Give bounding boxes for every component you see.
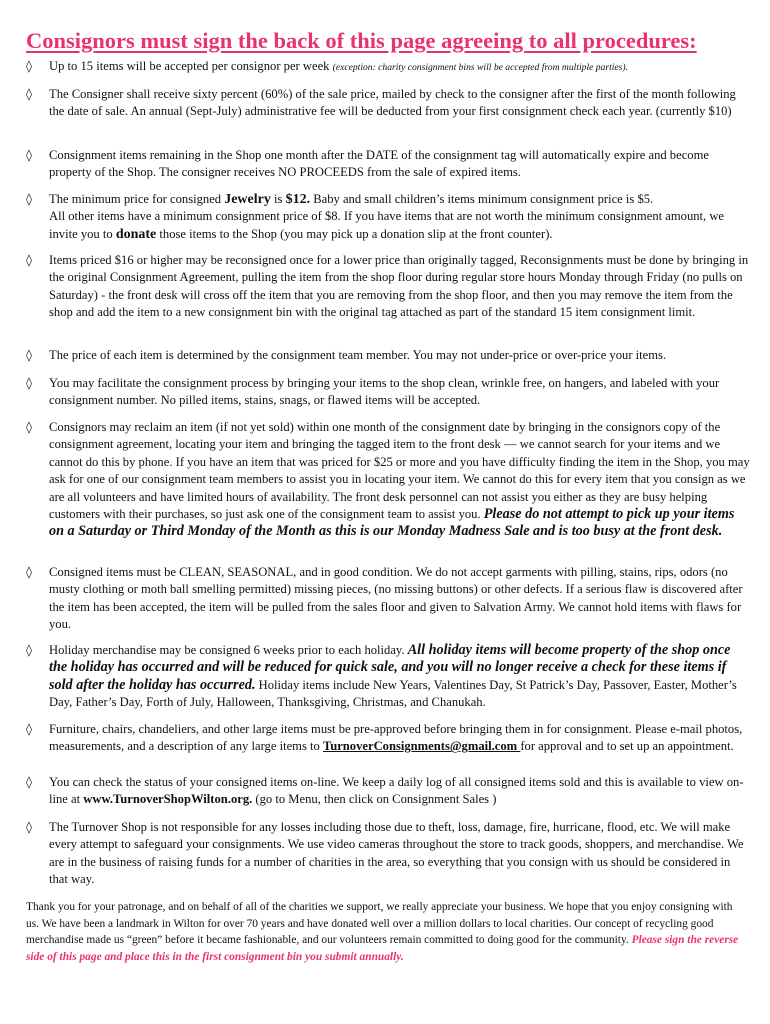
- diamond-bullet-icon: ◊: [26, 348, 32, 362]
- procedure-text: Furniture, chairs, chandeliers, and other large items must be pre-approved before bringing them in for consignment. Please e-mail photos, measurements, and a description of any large items to TurnoverConsignments@gmail.com for approval and to set up an appointment.: [49, 722, 743, 754]
- thank-you-footer: Thank you for your patronage, and on behalf of all of the charities we support, we really appreciate your business. We hope that you enjoy consigning with us. We have been a landmark in Wilton for over 70 years and have donated well over a million dollars to local charities. Our concept of recycling good merchandise made us “green” before it became fashionable, and our volunteers remain committed to doing good for the community. Please sign the reverse side of this page and place this in the first consignment bin you submit annually.: [26, 901, 739, 963]
- procedure-item-online-status: [26, 774, 752, 809]
- procedure-text: Items priced $16 or higher may be reconsigned once for a lower price than originally tagged, Reconsignments must be done by bringing in the original Consignment Agreement, pulling the item from the shop floor during regular store hours Monday through Friday (no pulls on Saturday) - the front desk will cross off the item that you are removing from the shop floor, and then you may remove the item from the shop and add the item to a new consignment bin with the original tag attached as part of the standard 15 item consignment limit.: [49, 253, 749, 320]
- procedure-text: The Turnover Shop is not responsible for any losses including those due to theft, loss, damage, fire, hurricane, flood, etc. We will make every attempt to safeguard your consignments. We use video cameras throughout the store to track goods, shoppers, and merchandise. We are in the business of raising funds for a number of charities in the area, so everything that you consign with us should be considered in that way.: [49, 820, 744, 887]
- procedure-item-large-items: [26, 721, 752, 756]
- diamond-bullet-icon: ◊: [26, 376, 32, 390]
- procedure-text: The Consigner shall receive sixty percent (60%) of the sale price, mailed by check to the consigner after the first of the month following the date of sale. An annual (Sept-July) administrative fee will be deducted from your first consignment check each year. (currently $10): [49, 87, 736, 119]
- procedure-item-pricing: [26, 347, 752, 364]
- procedure-item-liability: [26, 819, 752, 889]
- diamond-bullet-icon: ◊: [26, 192, 32, 206]
- procedure-item-preparation: [26, 375, 752, 410]
- exception-note: (exception: charity consignment bins will be accepted from multiple parties).: [332, 62, 629, 73]
- diamond-bullet-icon: ◊: [26, 420, 32, 434]
- diamond-bullet-icon: ◊: [26, 820, 32, 834]
- procedure-text: Consigned items must be CLEAN, SEASONAL, and in good condition. We do not accept garments with pilling, stains, rips, odors (no musty clothing or moth ball smelling permitted) missing pieces, (no missing buttons) or other defects. If a serious flaw is discovered after the item has been accepted, the item will be pulled from the sales floor and given to Salvation Army. We cannot hold items with flaws for you.: [49, 565, 743, 632]
- procedure-text: Up to 15 items will be accepted per consignor per week (exception: charity consignment bins will be accepted from multiple parties).: [49, 59, 629, 73]
- procedure-text: Holiday merchandise may be consigned 6 weeks prior to each holiday. All holiday items will become property of the shop once the holiday has occurred and will be reduced for quick sale, and you will no longer receive a check for these items if sold after the holiday has occurred. Holiday items include New Years, Valentines Day, St Patrick’s Day, Passover, Easter, Mother’s Day, Father’s Day, Forth of July, Halloween, Thanksgiving, Christmas, and Chanukah.: [49, 642, 737, 710]
- procedure-item-weekly-limit: [26, 58, 752, 76]
- consignment-email-link[interactable]: TurnoverConsignments@gmail.com: [322, 739, 521, 754]
- holiday-warning: All holiday items will become property of the shop once the holiday has occurred and will be reduced for quick sale, and you will no longer receive a check for these items if sold after the holiday has occurred.: [49, 642, 731, 693]
- diamond-bullet-icon: ◊: [26, 722, 32, 736]
- procedure-item-minimum-price: [26, 191, 752, 243]
- diamond-bullet-icon: ◊: [26, 643, 32, 657]
- procedure-text: Consignors may reclaim an item (if not yet sold) within one month of the consignment date by bringing in the consignors copy of the consignment agreement, locating your item and bringing the tagged item to the front desk — we cannot search for your items and we cannot do this by phone. If you have an item that was priced for $25 or more and you have difficulty finding the item in the Shop, you may ask for one of our consignment team members to assist you in locating your item. We cannot do this for every item that you consign as we are all volunteers and have limited hours of availability. The front desk personnel can not assist you either as they are busy helping customers with their purchases, so just ask one of the consignment team to assist you. Please do not attempt to pick up your items on a Saturday or Third Monday of the Month as this is our Monday Madness Sale and is too busy at the front desk.: [49, 420, 750, 540]
- diamond-bullet-icon: ◊: [26, 253, 32, 267]
- saturday-warning: Please do not attempt to pick up your items on a Saturday or Third Monday of the Month as this is our Monday Madness Sale and is too busy at the front desk.: [49, 506, 735, 540]
- procedure-item-holiday: [26, 642, 752, 712]
- procedure-item-reclaim: [26, 419, 752, 541]
- procedure-item-reconsign: [26, 252, 752, 322]
- diamond-bullet-icon: ◊: [26, 87, 32, 101]
- procedure-text: You may facilitate the consignment process by bringing your items to the shop clean, wrinkle free, on hangers, and labeled with your consignment number. No pilled items, stains, snags, or flawed items will be accepted.: [49, 376, 720, 408]
- procedure-text: The minimum price for consigned Jewelry is $12. Baby and small children’s items minimum consignment price is $5. All other items have a minimum consignment price of $8. If you have items that are not worth the minimum consignment amount, we invite you to donate those items to the Shop (you may pick up a donation slip at the front counter).: [49, 192, 725, 242]
- page-title: Consignors must sign the back of this page agreeing to all procedures:: [26, 28, 697, 53]
- procedure-item-payout: [26, 86, 752, 121]
- procedure-text: The price of each item is determined by the consignment team member. You may not under-price or over-price your items.: [49, 348, 667, 362]
- procedure-item-expiration: [26, 147, 752, 182]
- sign-reverse-instruction: Please sign the reverse side of this page and place this in the first consignment bin you submit annually.: [26, 934, 739, 963]
- procedure-text: You can check the status of your consigned items on-line. We keep a daily log of all consigned items sold and this is available to view on-line at www.TurnoverShopWilton.org. (go to Menu, then click on Consignment Sales ): [49, 775, 744, 807]
- procedure-item-condition: [26, 564, 752, 634]
- diamond-bullet-icon: ◊: [26, 148, 32, 162]
- diamond-bullet-icon: ◊: [26, 775, 32, 789]
- website-link[interactable]: www.TurnoverShopWilton.org.: [83, 792, 253, 807]
- diamond-bullet-icon: ◊: [26, 59, 32, 73]
- procedure-text: Consignment items remaining in the Shop one month after the DATE of the consignment tag will automatically expire and become property of the Shop. The consigner receives NO PROCEEDS from the sale of expired items.: [49, 148, 709, 180]
- diamond-bullet-icon: ◊: [26, 565, 32, 579]
